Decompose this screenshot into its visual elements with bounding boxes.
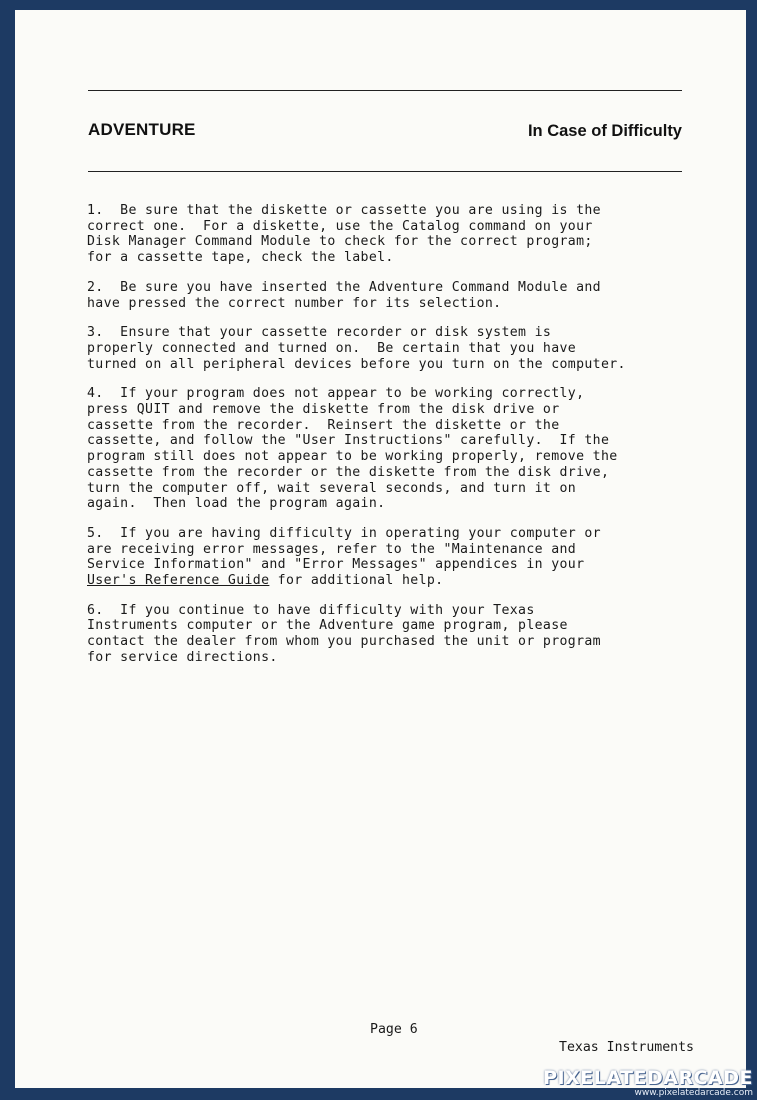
paragraph-6: 6. If you continue to have difficulty with your Texas Instruments computer or the Adventure game program, please contact the dealer from whom you purchased the unit or program for service directions.: [87, 602, 601, 665]
paragraph-4: 4. If your program does not appear to be working correctly, press QUIT and remove the diskette from the disk drive or cassette from the recorder. Reinsert the diskette or the cassette, and follow the "User Instructions" carefully. If the program still does not appear to be working properly, remove the cassette from the recorder or the diskette from the disk drive, turn the computer off, wait several seconds, and turn it on again. Then load the program again.: [87, 386, 618, 512]
header-title-right: In Case of Difficulty: [527, 122, 682, 140]
manual-page: [15, 10, 746, 1088]
header-top-rule: [88, 90, 682, 91]
paragraph-5: [87, 526, 707, 589]
page-number: Page 6: [370, 1022, 418, 1037]
watermark-logo: PIXELATEDARCADE: [543, 1067, 753, 1089]
paragraph-5-text: 5. If you are having difficulty in operating your computer or are receiving error messages, refer to the "Maintenance and Service Information" and "Error Messages" appendices in your: [87, 525, 601, 573]
paragraph-5-text-end: for additional help.: [269, 573, 444, 589]
watermark-url: www.pixelatedarcade.com: [634, 1088, 753, 1098]
header-title-left: ADVENTURE: [88, 120, 196, 139]
paragraph-3: 3. Ensure that your cassette recorder or disk system is properly connected and turned on. Be certain that you have turned on all peripheral devices before you turn on the computer.: [87, 325, 626, 372]
watermark: [543, 1068, 753, 1098]
users-reference-guide-title: User's Reference Guide: [87, 573, 270, 589]
body-text: [87, 203, 707, 680]
paragraph-2: 2. Be sure you have inserted the Adventure Command Module and have pressed the correct number for its selection.: [87, 279, 601, 311]
footer-brand: Texas Instruments: [559, 1040, 694, 1055]
header-bottom-rule: [88, 171, 682, 172]
paragraph-1: 1. Be sure that the diskette or cassette you are using is the correct one. For a diskette, use the Catalog command on your Disk Manager Command Module to check for the correct program; for a cassette tape, check the label.: [87, 203, 601, 266]
